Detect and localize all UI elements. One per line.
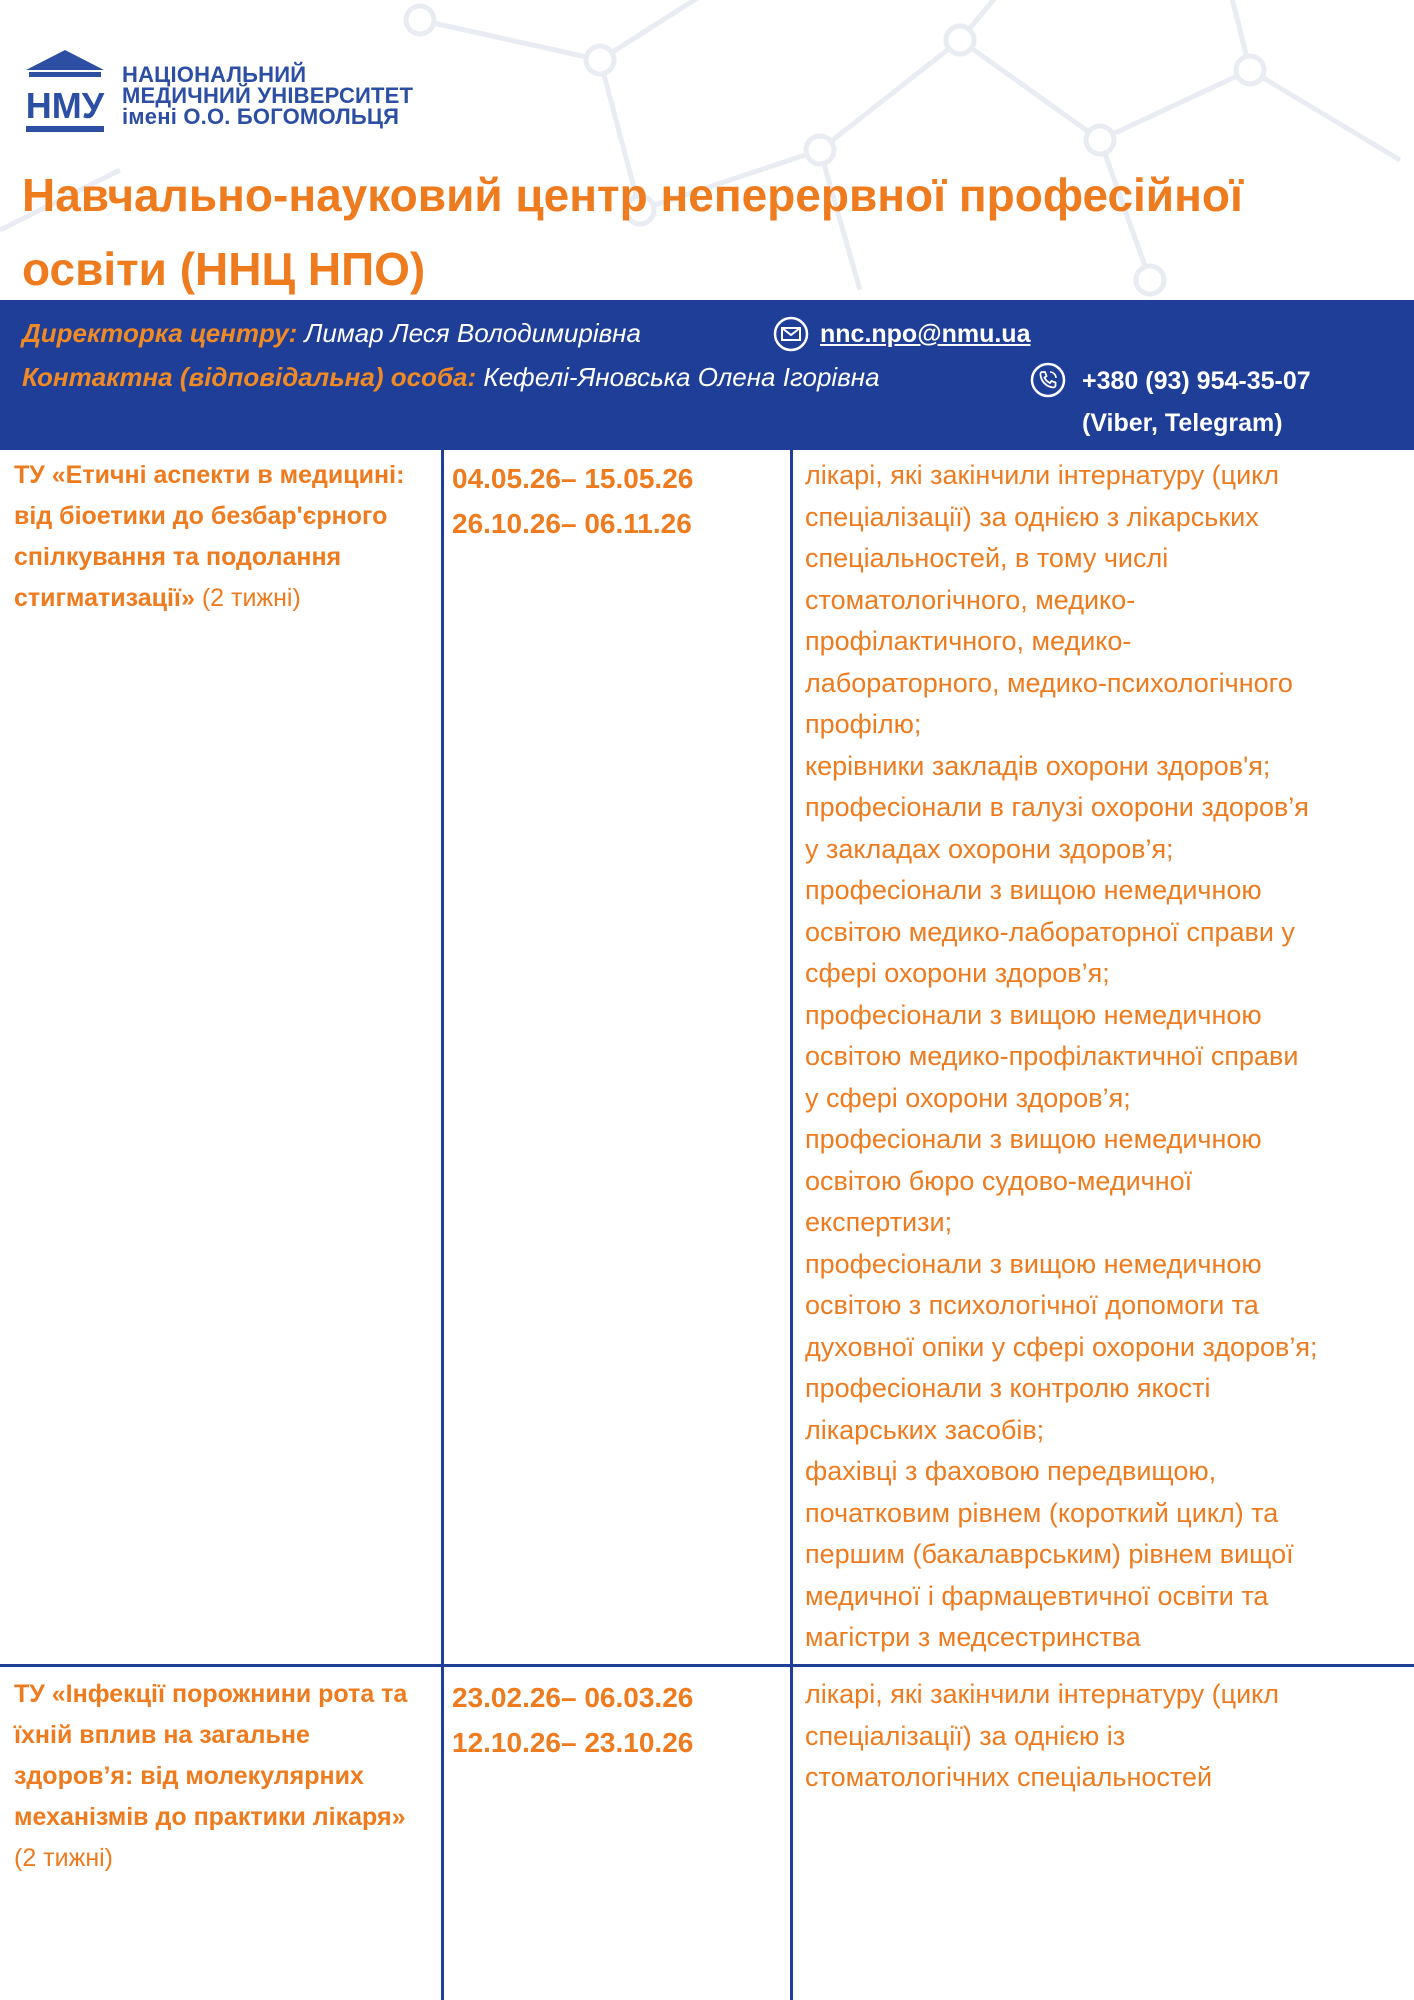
university-name-line: НАЦІОНАЛЬНИЙ [122,62,307,87]
director-line [22,318,641,349]
audience-line: лікарських засобів; [805,1414,1045,1445]
course-title: ТУ «Етичні аспекти в медицині: від біоетики до безбар'єрного спілкування та подолання стигматизації» [14,461,405,612]
audience-line: у закладах охорони здоров’я; [805,833,1174,864]
date-range: 04.05.26– 15.05.26 [452,463,694,494]
course-dates-cell [452,1675,782,1765]
course-title-cell [14,455,434,619]
university-logo [22,48,108,138]
course-duration: (2 тижні) [14,1844,113,1872]
table-row-divider [0,1664,1414,1667]
audience-line: стоматологічних спеціальностей [805,1762,1213,1792]
page-title: Навчально-науковий центр неперервної професійної освіти (ННЦ НПО) [22,169,1243,295]
director-label: Директорка центру: [22,318,298,348]
date-range: 26.10.26– 06.11.26 [452,508,692,539]
audience-line: лабораторного, медико-психологічного [805,667,1293,698]
audience-line: медичної і фармацевтичної освіти та [805,1580,1269,1611]
audience-line: професіонали з контролю якості [805,1373,1211,1403]
audience-line: професіонали з вищою немедичною [805,1124,1262,1154]
date-range: 12.10.26– 23.10.26 [452,1727,694,1758]
email-link[interactable]: nnc.npo@nmu.ua [820,320,1031,348]
phone-number[interactable]: +380 (93) 954-35-07 [1082,367,1311,395]
audience-line: першим (бакалаврським) рівнем вищої [805,1539,1294,1569]
course-audience-cell [805,455,1405,1659]
director-name: Лимар Леся Володимирівна [304,318,641,348]
university-name-line: імені О.О. БОГОМОЛЬЦЯ [122,104,400,129]
phone-icon [1030,362,1066,398]
audience-line: лікарі, які закінчили інтернатуру (цикл [805,1679,1280,1709]
contact-person-line [22,362,880,393]
contact-person-name: Кефелі-Яновська Олена Ігорівна [483,362,880,392]
logo-monogram: НМУ [25,85,105,126]
audience-line: сфері охорони здоров’я; [805,958,1110,988]
date-range: 23.02.26– 06.03.26 [452,1682,694,1713]
audience-line: профілактичного, медико- [805,626,1132,656]
phone-messengers: (Viber, Telegram) [1082,409,1283,437]
email-icon [773,316,809,352]
audience-line: керівники закладів охорони здоров'я; [805,750,1271,781]
audience-line: професіонали з вищою немедичною [805,1248,1262,1279]
audience-line: професіонали з вищою немедичною [805,875,1262,905]
audience-line: експертизи; [805,1207,953,1237]
audience-line: освітою бюро судово-медичної [805,1165,1193,1196]
table-column-divider [790,450,793,2000]
audience-line: магістри з медсестринства [805,1622,1141,1652]
audience-line: профілю; [805,709,922,739]
course-duration: (2 тижні) [201,584,301,612]
audience-line: освітою медико-лабораторної справи у [805,916,1295,947]
audience-line: початковим рівнем (короткий цикл) та [805,1497,1279,1528]
audience-line: професіонали з вищою немедичною [805,999,1262,1030]
contacts-band [0,300,1414,450]
audience-line: лікарі, які закінчили інтернатуру (цикл [805,460,1280,490]
course-dates-cell [452,456,782,546]
course-audience-cell [805,1674,1405,1799]
audience-line: стоматологічного, медико- [805,584,1136,615]
course-title: ТУ «Інфекції порожнини рота та їхній вплив на загальне здоров’я: від молекулярних механізмів до практики лікаря» [14,1680,408,1831]
audience-line: спеціалізації) за однією з лікарських [805,501,1259,532]
university-name-line: МЕДИЧНИЙ УНІВЕРСИТЕТ [122,83,414,108]
audience-line: фахівці з фаховою передвищою, [805,1456,1217,1486]
audience-line: у сфері охорони здоров’я; [805,1082,1131,1113]
audience-line: освітою медико-профілактичної справи [805,1041,1299,1071]
audience-line: спеціалізації) за однією із [805,1720,1126,1751]
audience-line: освітою з психологічної допомоги та [805,1290,1259,1320]
audience-line: спеціальностей, в тому числі [805,543,1169,573]
course-title-cell [14,1674,434,1879]
contact-person-label: Контактна (відповідальна) особа: [22,362,477,392]
university-name [122,64,413,127]
audience-line: професіонали в галузі охорони здоров’я [805,792,1309,822]
audience-line: духовної опіки у сфері охорони здоров’я; [805,1331,1318,1362]
table-column-divider [441,450,444,2000]
